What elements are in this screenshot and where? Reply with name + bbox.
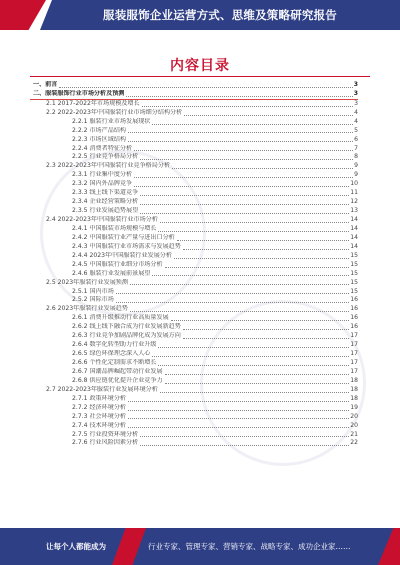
toc-entry[interactable] (30, 350, 358, 359)
toc-entry-label: 2.2.2 市场产品结构 (72, 126, 127, 134)
toc-entry-page: 10 (350, 180, 358, 188)
toc-leader-dots (152, 124, 353, 125)
toc-entry-label: 一、前言 (33, 80, 58, 88)
toc-entry[interactable] (30, 154, 358, 163)
toc-entry-label: 2.6.6 个性化定制需求不断增长 (72, 359, 157, 367)
toc-entry-page: 7 (354, 144, 358, 152)
toc-entry-page: 8 (354, 153, 358, 161)
toc-entry-page: 18 (350, 376, 358, 384)
toc-entry[interactable] (30, 109, 358, 118)
toc-entry[interactable] (30, 81, 358, 90)
toc-entry[interactable] (30, 261, 358, 270)
toc-entry[interactable] (30, 395, 358, 404)
toc-heading: 内容目录 (170, 58, 230, 74)
toc-entry-page: 16 (350, 305, 358, 313)
toc-entry-label: 2.7.3 社会环境分析 (72, 412, 127, 420)
toc-entry-label: 2.2.5 行业竞争格局分析 (72, 153, 139, 161)
toc-entry[interactable] (30, 252, 358, 261)
toc-entry-label: 2.6.7 国潮品牌崛起带动行业发展 (72, 367, 163, 375)
toc-entry-label: 2.7.6 行业风险因素分析 (72, 439, 139, 447)
toc-entry-label: 2.4.1 中国服装市场规模与增长 (72, 224, 157, 232)
table-of-contents (30, 81, 358, 448)
toc-leader-dots (183, 338, 349, 339)
toc-leader-dots (140, 445, 349, 446)
toc-entry-page: 15 (350, 269, 358, 277)
toc-entry-label: 2.7.2 经济环境分析 (72, 403, 127, 411)
toc-entry-page: 9 (354, 162, 358, 170)
toc-entry-page: 11 (350, 189, 358, 197)
toc-leader-dots (177, 240, 349, 241)
toc-entry-label: 2.7.4 技术环境分析 (72, 421, 127, 429)
toc-leader-dots (130, 311, 349, 312)
toc-leader-dots (128, 132, 353, 133)
toc-entry-label: 2.4.6 服装行业发展前景展望 (72, 269, 151, 277)
toc-entry-page: 13 (350, 207, 358, 215)
toc-leader-dots (130, 284, 349, 285)
toc-entry[interactable] (30, 216, 358, 225)
toc-entry[interactable] (30, 207, 358, 216)
toc-entry-page: 15 (350, 260, 358, 268)
toc-entry-label: 2.3.5 行业发展趋势展望 (72, 207, 139, 215)
toc-leader-dots (152, 356, 349, 357)
toc-entry-label: 2.6.4 数字化转型助力行业升级 (72, 341, 157, 349)
footer-slogan-right: 行业专家、管理专家、营销专家、战略专家、成功企业家…… (148, 542, 351, 551)
toc-entry[interactable] (30, 90, 358, 100)
toc-entry-label: 2.5.2 国际市场 (72, 296, 114, 304)
toc-leader-dots (134, 186, 349, 187)
toc-entry-label: 2.6.8 供应链优化提升企业竞争力 (72, 376, 163, 384)
toc-entry-page: 19 (350, 403, 358, 411)
toc-entry-label: 2.4.3 中国服装行业市场需求与发展趋势 (72, 242, 181, 250)
toc-entry[interactable] (30, 225, 358, 234)
toc-entry[interactable] (30, 368, 358, 377)
toc-leader-dots (140, 159, 353, 160)
toc-entry-label: 2.7.5 行业投资环境分析 (72, 430, 139, 438)
toc-entry-page: 18 (350, 385, 358, 393)
toc-entry-label: 2.4.2 中国服装行业产量与进出口分析 (72, 233, 175, 241)
toc-entry-label: 2.4.4 2023年中国服装行业发展分析 (72, 251, 172, 259)
toc-entry-page: 3 (353, 80, 358, 88)
toc-leader-dots (171, 320, 350, 321)
toc-leader-dots (160, 222, 349, 223)
toc-entry-page: 9 (354, 171, 358, 179)
toc-entry-label: 2.1 2017-2022年市场规模及增长 (46, 99, 140, 107)
toc-leader-dots (174, 258, 349, 259)
toc-entry-page: 17 (350, 350, 358, 358)
toc-entry[interactable] (30, 145, 358, 154)
toc-entry-page: 3 (353, 89, 358, 97)
footer-red-edge (378, 528, 400, 565)
toc-leader-dots (134, 150, 353, 151)
toc-entry-page: 14 (350, 216, 358, 224)
toc-entry-page: 17 (350, 367, 358, 375)
toc-entry[interactable] (30, 332, 358, 341)
toc-leader-dots (134, 177, 353, 178)
toc-entry[interactable] (30, 270, 358, 279)
toc-entry[interactable] (30, 305, 358, 314)
toc-leader-dots (128, 427, 349, 428)
toc-entry-label: 2.6.2 线上线下融合成为行业发展新趋势 (72, 323, 181, 331)
toc-leader-dots (128, 401, 349, 402)
header-banner (0, 0, 400, 34)
footer-slogan-left: 让每个人都能成为 (46, 542, 106, 551)
toc-entry-label: 2.2.3 市场区域结构 (72, 135, 127, 143)
toc-entry-page: 15 (350, 287, 358, 295)
toc-leader-dots (142, 106, 354, 107)
toc-leader-dots (158, 347, 349, 348)
toc-entry-page: 6 (354, 135, 358, 143)
toc-entry-page: 4 (354, 117, 358, 125)
toc-leader-dots (128, 141, 353, 142)
toc-leader-dots (152, 275, 349, 276)
toc-leader-dots (128, 418, 349, 419)
footer-red-accent (112, 528, 146, 565)
toc-leader-dots (140, 436, 349, 437)
toc-entry[interactable] (30, 279, 358, 288)
toc-leader-dots (140, 195, 349, 196)
toc-entry[interactable] (30, 189, 358, 198)
toc-leader-dots (165, 267, 350, 268)
toc-entry[interactable] (30, 297, 358, 306)
header-red-accent (0, 0, 46, 30)
toc-entry[interactable] (30, 404, 358, 413)
toc-entry-label: 2.6.1 消费升级推动行业高质量发展 (72, 314, 169, 322)
toc-entry[interactable] (30, 118, 358, 127)
toc-entry-page: 14 (350, 224, 358, 232)
toc-entry[interactable] (30, 440, 358, 449)
toc-entry[interactable] (30, 127, 358, 136)
toc-leader-dots (183, 249, 349, 250)
toc-leader-dots (140, 204, 349, 205)
toc-entry-page: 4 (354, 108, 358, 116)
toc-leader-dots (184, 115, 353, 116)
toc-entry-label: 2.3.1 行业集中度分析 (72, 171, 133, 179)
toc-entry-page: 20 (350, 421, 358, 429)
toc-entry-label: 2.3.4 企业经营策略分析 (72, 198, 139, 206)
toc-entry-page: 22 (350, 439, 358, 447)
toc-entry-page: 15 (350, 278, 358, 286)
toc-entry-label: 2.6.3 行业竞争加剧品牌化成为发展方向 (72, 332, 181, 340)
toc-entry-label: 2.2.1 服装行业市场发展现状 (72, 117, 151, 125)
toc-entry-page: 15 (350, 251, 358, 259)
toc-entry-page: 16 (350, 296, 358, 304)
toc-entry[interactable] (30, 198, 358, 207)
toc-entry-label: 2.3.3 线上线下渠道竞争 (72, 189, 139, 197)
toc-leader-dots (172, 168, 353, 169)
report-title: 服装服饰企业运营方式、思维及策略研究报告 (103, 8, 337, 22)
toc-entry-label: 2.7.1 政策环境分析 (72, 394, 127, 402)
toc-entry[interactable] (30, 431, 358, 440)
toc-leader-dots (59, 87, 352, 88)
toc-entry-page: 18 (350, 394, 358, 402)
toc-entry[interactable] (30, 100, 358, 109)
toc-entry-label: 2.5.1 国内市场 (72, 287, 114, 295)
toc-entry-label: 2.6.5 绿色环保理念深入人心 (72, 350, 151, 358)
toc-entry-page: 14 (350, 242, 358, 250)
toc-divider (30, 76, 370, 77)
toc-entry-label: 2.2 2022-2023年中国服装行业市场细分结构分析 (46, 108, 183, 116)
toc-entry-page: 5 (354, 126, 358, 134)
toc-leader-dots (128, 410, 349, 411)
toc-entry-label: 2.2.4 消费者特征分析 (72, 144, 133, 152)
toc-entry[interactable] (30, 323, 358, 332)
footer-banner (0, 528, 400, 565)
toc-entry-label: 2.4.5 中国服装行业细分市场分析 (72, 260, 163, 268)
toc-entry-label: 二、服装服饰行业市场分析及预测 (33, 89, 125, 97)
toc-leader-dots (158, 231, 349, 232)
toc-entry-label: 2.6 2023年服装行业发展趋势 (46, 305, 128, 313)
toc-entry[interactable] (30, 234, 358, 243)
toc-entry-label: 2.3.2 国内外品牌竞争 (72, 180, 133, 188)
toc-entry-page: 21 (350, 430, 358, 438)
toc-entry[interactable] (30, 377, 358, 386)
toc-entry-page: 20 (350, 412, 358, 420)
toc-leader-dots (116, 302, 349, 303)
toc-leader-dots (158, 365, 349, 366)
toc-leader-dots (126, 96, 352, 97)
toc-leader-dots (183, 329, 349, 330)
toc-leader-dots (165, 374, 350, 375)
toc-leader-dots (140, 213, 349, 214)
toc-leader-dots (116, 293, 349, 294)
toc-entry-label: 2.3 2022-2023年中国服装行业竞争格局分析 (46, 162, 171, 170)
toc-entry-page: 16 (350, 323, 358, 331)
toc-entry-page: 14 (350, 233, 358, 241)
toc-entry-page: 12 (350, 198, 358, 206)
toc-entry-page: 17 (350, 359, 358, 367)
toc-entry-label: 2.7 2022-2023年服装行业发展环境分析 (46, 385, 158, 393)
toc-entry-label: 2.4 2022-2023年中国服装行业市场分析 (46, 216, 158, 224)
toc-entry[interactable] (30, 314, 358, 323)
toc-entry-label: 2.5 2023年服装行业发展预测 (46, 278, 128, 286)
toc-entry[interactable] (30, 422, 358, 431)
toc-entry-page: 16 (350, 314, 358, 322)
toc-entry[interactable] (30, 288, 358, 297)
toc-entry[interactable] (30, 162, 358, 171)
toc-entry[interactable] (30, 171, 358, 180)
toc-entry[interactable] (30, 341, 358, 350)
toc-entry[interactable] (30, 180, 358, 189)
toc-entry[interactable] (30, 136, 358, 145)
toc-entry[interactable] (30, 386, 358, 395)
toc-entry-page: 3 (354, 99, 358, 107)
toc-leader-dots (160, 392, 349, 393)
toc-leader-dots (165, 383, 350, 384)
toc-entry-page: 17 (350, 341, 358, 349)
toc-entry[interactable] (30, 243, 358, 252)
toc-entry-page: 17 (350, 332, 358, 340)
toc-entry[interactable] (30, 359, 358, 368)
toc-entry[interactable] (30, 413, 358, 422)
